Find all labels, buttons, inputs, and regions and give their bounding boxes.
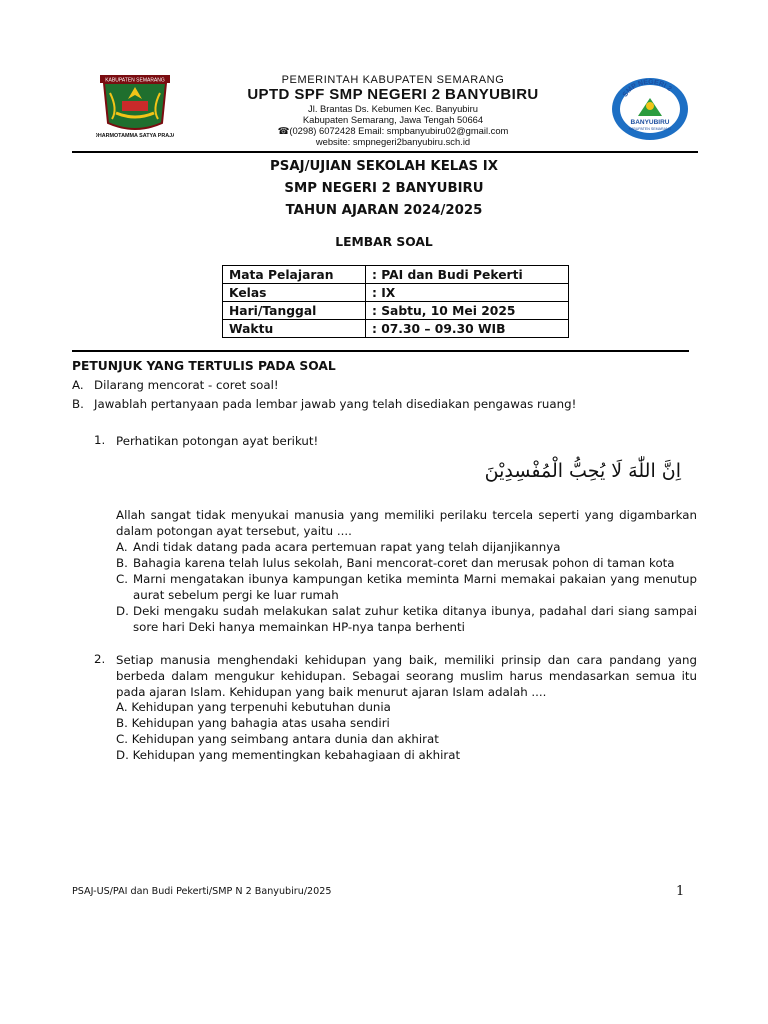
option [116, 571, 697, 603]
option-text: Deki mengaku sudah melakukan salat zuhur ketika ditanya ibunya, padahal dari siang sampai sore hari Deki hanya memainkan HP-nya tanpa berhenti [133, 604, 697, 634]
question-2-options [116, 699, 697, 763]
info-value: : Sabtu, 10 Mei 2025 [366, 302, 569, 320]
question-1-number: 1. [94, 433, 106, 447]
exam-title-line-3: TAHUN AJARAN 2024/2025 [285, 203, 483, 218]
info-value: : PAI dan Budi Pekerti [366, 266, 569, 284]
option: C. Kehidupan yang seimbang antara dunia dan akhirat [116, 732, 439, 746]
option-label: B. [116, 556, 128, 570]
quran-verse [484, 460, 681, 494]
info-key: Hari/Tanggal [223, 302, 366, 320]
quran-verse-text: اِنَّ اللّٰهَ لَا يُحِبُّ الْمُفْسِدِيْنَ [484, 460, 681, 482]
page-footer: PSAJ-US/PAI dan Budi Pekerti/SMP N 2 Banyubiru/2025 [72, 886, 332, 897]
option-text: Andi tidak datang pada acara pertemuan rapat yang telah dijanjikannya [133, 540, 561, 554]
info-row [223, 266, 569, 284]
letterhead-divider [72, 151, 698, 153]
option [116, 539, 697, 555]
info-value: : IX [366, 284, 569, 302]
left-logo-caption: KABUPATEN SEMARANG [105, 77, 165, 84]
exam-title-line-2: SMP NEGERI 2 BANYUBIRU [284, 181, 484, 196]
info-value: : 07.30 – 09.30 WIB [366, 320, 569, 338]
info-key: Waktu [223, 320, 366, 338]
question-2-stem: Setiap manusia menghendaki kehidupan yang baik, memiliki prinsip dan cara pandang yang berbeda dalam mengukur kehidupan. Sebagai seorang muslim harus mendasarkan semua itu pada ajaran Islam. Kehidupan yang baik menurut ajaran Islam adalah .... [116, 653, 697, 699]
letterhead-contact: ☎(0298) 6072428 Email: smpbanyubiru02@gmail.com [277, 125, 509, 136]
question-1-options [116, 539, 697, 635]
option: A. Kehidupan yang terpenuhi kebutuhan dunia [116, 700, 391, 714]
instruction-b-label: B. [72, 397, 84, 411]
letterhead [200, 74, 586, 147]
info-key: Kelas [223, 284, 366, 302]
page-number: 1 [676, 884, 685, 899]
option [116, 555, 697, 571]
instruction-b: Jawablah pertanyaan pada lembar jawab yang telah disediakan pengawas ruang! [94, 397, 577, 411]
exam-title-line-1: PSAJ/UJIAN SEKOLAH KELAS IX [270, 159, 498, 174]
letterhead-government: PEMERINTAH KABUPATEN SEMARANG [281, 74, 505, 86]
instructions-heading: PETUNJUK YANG TERTULIS PADA SOAL [72, 359, 336, 373]
letterhead-website: website: smpnegeri2banyubiru.sch.id [315, 136, 471, 147]
info-row [223, 320, 569, 338]
option-label: A. [116, 540, 128, 554]
option-label: D. [116, 604, 129, 618]
question-2-number: 2. [94, 652, 106, 666]
instruction-a-label: A. [72, 378, 84, 392]
info-row [223, 284, 569, 302]
letterhead-school-name: UPTD SPF SMP NEGERI 2 BANYUBIRU [247, 86, 539, 103]
sheet-title: LEMBAR SOAL [335, 235, 433, 249]
letterhead-address-1: Jl. Brantas Ds. Kebumen Kec. Banyubiru [308, 103, 478, 114]
option-label: C. [116, 572, 128, 586]
section-divider [72, 350, 689, 352]
question-1-stem: Allah sangat tidak menyukai manusia yang memiliki perilaku tercela seperti yang digambarkan dalam potongan ayat tersebut, yaitu .... [116, 508, 697, 538]
exam-info-table [222, 265, 569, 338]
letterhead-address-2: Kabupaten Semarang, Jawa Tengah 50664 [302, 114, 484, 125]
info-key: Mata Pelajaran [223, 266, 366, 284]
right-logo-subtitle: KABUPATEN SEMARANG [628, 127, 672, 131]
right-logo-caption: SMP NEGERI 2 [621, 78, 673, 99]
right-logo-school-name: BANYUBIRU [630, 119, 670, 126]
left-logo-motto: DHARMOTAMMA SATYA PRAJA [96, 133, 174, 139]
question-1-prompt: Perhatikan potongan ayat berikut! [116, 434, 319, 448]
option [116, 603, 697, 635]
option: B. Kehidupan yang bahagia atas usaha sendiri [116, 716, 390, 730]
info-row [223, 302, 569, 320]
instruction-a: Dilarang mencorat - coret soal! [94, 378, 279, 392]
school-logo [610, 76, 690, 142]
option: D. Kehidupan yang mementingkan kebahagiaan di akhirat [116, 748, 461, 762]
kabupaten-semarang-logo [96, 73, 174, 143]
option-text: Bahagia karena telah lulus sekolah, Bani mencorat-coret dan merusak pohon di taman kota [133, 556, 675, 570]
option-text: Marni mengatakan ibunya kampungan ketika meminta Marni memakai pakaian yang menutup aurat sebelum pergi ke luar rumah [133, 572, 697, 602]
